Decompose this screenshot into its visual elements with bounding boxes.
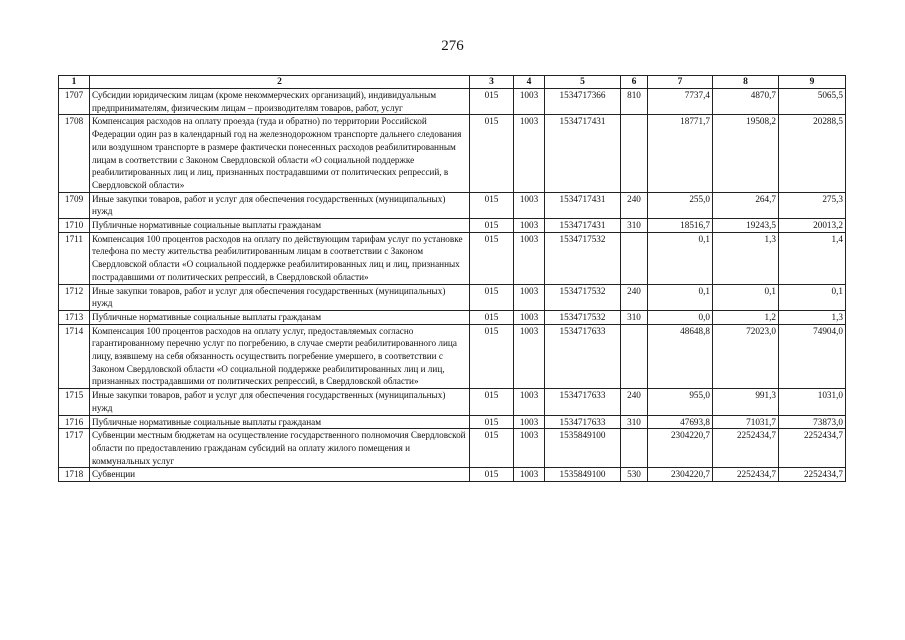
table-row — [59, 310, 846, 324]
expense-type-code: 240 — [621, 192, 648, 218]
row-name: Компенсация 100 процентов расходов на оплату по действующим тарифам услуг по установке телефона по месту жительства реабилитированным лицам в соответствии с Законом Свердловской области «О социальной поддержке реабилитированных лиц и лиц, признанных пострадавшими от политических репрессий, в Свердловской области» — [90, 232, 470, 284]
table-row — [59, 89, 846, 115]
amount-year-3: 20013,2 — [779, 219, 846, 233]
amount-year-1: 0,1 — [648, 232, 713, 284]
target-article-code: 1534717532 — [545, 232, 621, 284]
ministry-code: 015 — [470, 89, 514, 115]
amount-year-1: 7737,4 — [648, 89, 713, 115]
row-name: Иные закупки товаров, работ и услуг для обеспечения государственных (муниципальных) нужд — [90, 389, 470, 415]
row-number: 1715 — [59, 389, 90, 415]
row-name: Компенсация 100 процентов расходов на оплату услуг, предоставляемых согласно гарантированному перечню услуг по погребению, в случае смерти реабилитированного лица лицу, взявшему на себя обязанность осуществить погребение умершего, в соответствии с Законом Свердловской области «О социальной поддержке реабилитированных лиц и лиц, признанных пострадавшими от политических репрессий, в Свердловской области» — [90, 324, 470, 389]
expense-type-code — [621, 324, 648, 389]
amount-year-2: 2252434,7 — [713, 429, 779, 468]
row-number: 1711 — [59, 232, 90, 284]
header-cell: 2 — [90, 76, 470, 89]
header-cell: 4 — [514, 76, 545, 89]
target-article-code: 1534717366 — [545, 89, 621, 115]
ministry-code: 015 — [470, 324, 514, 389]
target-article-code: 1534717431 — [545, 192, 621, 218]
row-number: 1712 — [59, 284, 90, 310]
target-article-code: 1534717633 — [545, 389, 621, 415]
ministry-code: 015 — [470, 115, 514, 192]
section-code: 1003 — [514, 89, 545, 115]
row-name: Публичные нормативные социальные выплаты гражданам — [90, 310, 470, 324]
amount-year-2: 19508,2 — [713, 115, 779, 192]
ministry-code: 015 — [470, 232, 514, 284]
table-body — [59, 89, 846, 482]
amount-year-2: 1,3 — [713, 232, 779, 284]
amount-year-3: 1,4 — [779, 232, 846, 284]
amount-year-2: 0,1 — [713, 284, 779, 310]
header-cell: 8 — [713, 76, 779, 89]
expense-type-code: 310 — [621, 310, 648, 324]
target-article-code: 1535849100 — [545, 468, 621, 482]
table-row — [59, 415, 846, 429]
expense-type-code: 810 — [621, 89, 648, 115]
target-article-code: 1535849100 — [545, 429, 621, 468]
ministry-code: 015 — [470, 192, 514, 218]
table-row — [59, 389, 846, 415]
amount-year-2: 19243,5 — [713, 219, 779, 233]
page-number: 276 — [441, 38, 464, 54]
section-code: 1003 — [514, 232, 545, 284]
target-article-code: 1534717431 — [545, 219, 621, 233]
ministry-code: 015 — [470, 429, 514, 468]
expense-type-code: 530 — [621, 468, 648, 482]
section-code: 1003 — [514, 310, 545, 324]
section-code: 1003 — [514, 429, 545, 468]
amount-year-2: 71031,7 — [713, 415, 779, 429]
amount-year-3: 1031,0 — [779, 389, 846, 415]
row-number: 1710 — [59, 219, 90, 233]
table-row — [59, 232, 846, 284]
amount-year-1: 0,1 — [648, 284, 713, 310]
table-row — [59, 429, 846, 468]
table-row — [59, 115, 846, 192]
amount-year-3: 1,3 — [779, 310, 846, 324]
amount-year-3: 73873,0 — [779, 415, 846, 429]
amount-year-2: 1,2 — [713, 310, 779, 324]
section-code: 1003 — [514, 219, 545, 233]
section-code: 1003 — [514, 324, 545, 389]
row-number: 1714 — [59, 324, 90, 389]
amount-year-3: 2252434,7 — [779, 468, 846, 482]
amount-year-3: 275,3 — [779, 192, 846, 218]
expense-type-code — [621, 115, 648, 192]
amount-year-1: 18516,7 — [648, 219, 713, 233]
table-row — [59, 219, 846, 233]
budget-table — [58, 75, 846, 482]
section-code: 1003 — [514, 415, 545, 429]
expense-type-code: 240 — [621, 284, 648, 310]
amount-year-3: 2252434,7 — [779, 429, 846, 468]
header-row — [59, 76, 846, 89]
expense-type-code: 240 — [621, 389, 648, 415]
target-article-code: 1534717532 — [545, 284, 621, 310]
target-article-code: 1534717633 — [545, 324, 621, 389]
header-cell: 1 — [59, 76, 90, 89]
amount-year-2: 4870,7 — [713, 89, 779, 115]
ministry-code: 015 — [470, 310, 514, 324]
row-number: 1718 — [59, 468, 90, 482]
amount-year-2: 264,7 — [713, 192, 779, 218]
ministry-code: 015 — [470, 389, 514, 415]
row-name: Публичные нормативные социальные выплаты гражданам — [90, 219, 470, 233]
section-code: 1003 — [514, 115, 545, 192]
row-name: Иные закупки товаров, работ и услуг для обеспечения государственных (муниципальных) нужд — [90, 284, 470, 310]
amount-year-1: 2304220,7 — [648, 468, 713, 482]
amount-year-1: 955,0 — [648, 389, 713, 415]
table-row — [59, 192, 846, 218]
amount-year-1: 48648,8 — [648, 324, 713, 389]
expense-type-code — [621, 429, 648, 468]
amount-year-2: 2252434,7 — [713, 468, 779, 482]
header-cell: 5 — [545, 76, 621, 89]
amount-year-1: 47693,8 — [648, 415, 713, 429]
row-name: Субсидии юридическим лицам (кроме некоммерческих организаций), индивидуальным предпринимателям, физическим лицам – производителям товаров, работ, услуг — [90, 89, 470, 115]
expense-type-code: 310 — [621, 415, 648, 429]
ministry-code: 015 — [470, 468, 514, 482]
row-name: Компенсация расходов на оплату проезда (туда и обратно) по территории Российской Федерации один раз в календарный год на железнодорожном транспорте дальнего следования или воздушном транспорте в размере фактически понесенных расходов реабилитированным лицам в соответствии с Законом Свердловской области «О социальной поддержке реабилитированных лиц и лиц, признанных пострадавшими от политических репрессий, в Свердловской области» — [90, 115, 470, 192]
table-row — [59, 468, 846, 482]
amount-year-3: 20288,5 — [779, 115, 846, 192]
expense-type-code: 310 — [621, 219, 648, 233]
row-number: 1713 — [59, 310, 90, 324]
section-code: 1003 — [514, 192, 545, 218]
amount-year-3: 74904,0 — [779, 324, 846, 389]
amount-year-3: 0,1 — [779, 284, 846, 310]
target-article-code: 1534717633 — [545, 415, 621, 429]
expense-type-code — [621, 232, 648, 284]
ministry-code: 015 — [470, 415, 514, 429]
amount-year-1: 255,0 — [648, 192, 713, 218]
amount-year-2: 72023,0 — [713, 324, 779, 389]
amount-year-1: 0,0 — [648, 310, 713, 324]
row-number: 1716 — [59, 415, 90, 429]
amount-year-2: 991,3 — [713, 389, 779, 415]
row-name: Публичные нормативные социальные выплаты гражданам — [90, 415, 470, 429]
header-cell: 9 — [779, 76, 846, 89]
row-number: 1717 — [59, 429, 90, 468]
row-number: 1708 — [59, 115, 90, 192]
row-name: Иные закупки товаров, работ и услуг для обеспечения государственных (муниципальных) нужд — [90, 192, 470, 218]
row-name: Субвенции местным бюджетам на осуществление государственного полномочия Свердловской области по предоставлению гражданам субсидий на оплату жилого помещения и коммунальных услуг — [90, 429, 470, 468]
header-cell: 3 — [470, 76, 514, 89]
target-article-code: 1534717431 — [545, 115, 621, 192]
amount-year-3: 5065,5 — [779, 89, 846, 115]
row-name: Субвенции — [90, 468, 470, 482]
row-number: 1709 — [59, 192, 90, 218]
ministry-code: 015 — [470, 284, 514, 310]
section-code: 1003 — [514, 389, 545, 415]
header-cell: 6 — [621, 76, 648, 89]
section-code: 1003 — [514, 284, 545, 310]
table-row — [59, 284, 846, 310]
header-cell: 7 — [648, 76, 713, 89]
row-number: 1707 — [59, 89, 90, 115]
table-row — [59, 324, 846, 389]
section-code: 1003 — [514, 468, 545, 482]
target-article-code: 1534717532 — [545, 310, 621, 324]
ministry-code: 015 — [470, 219, 514, 233]
amount-year-1: 2304220,7 — [648, 429, 713, 468]
amount-year-1: 18771,7 — [648, 115, 713, 192]
